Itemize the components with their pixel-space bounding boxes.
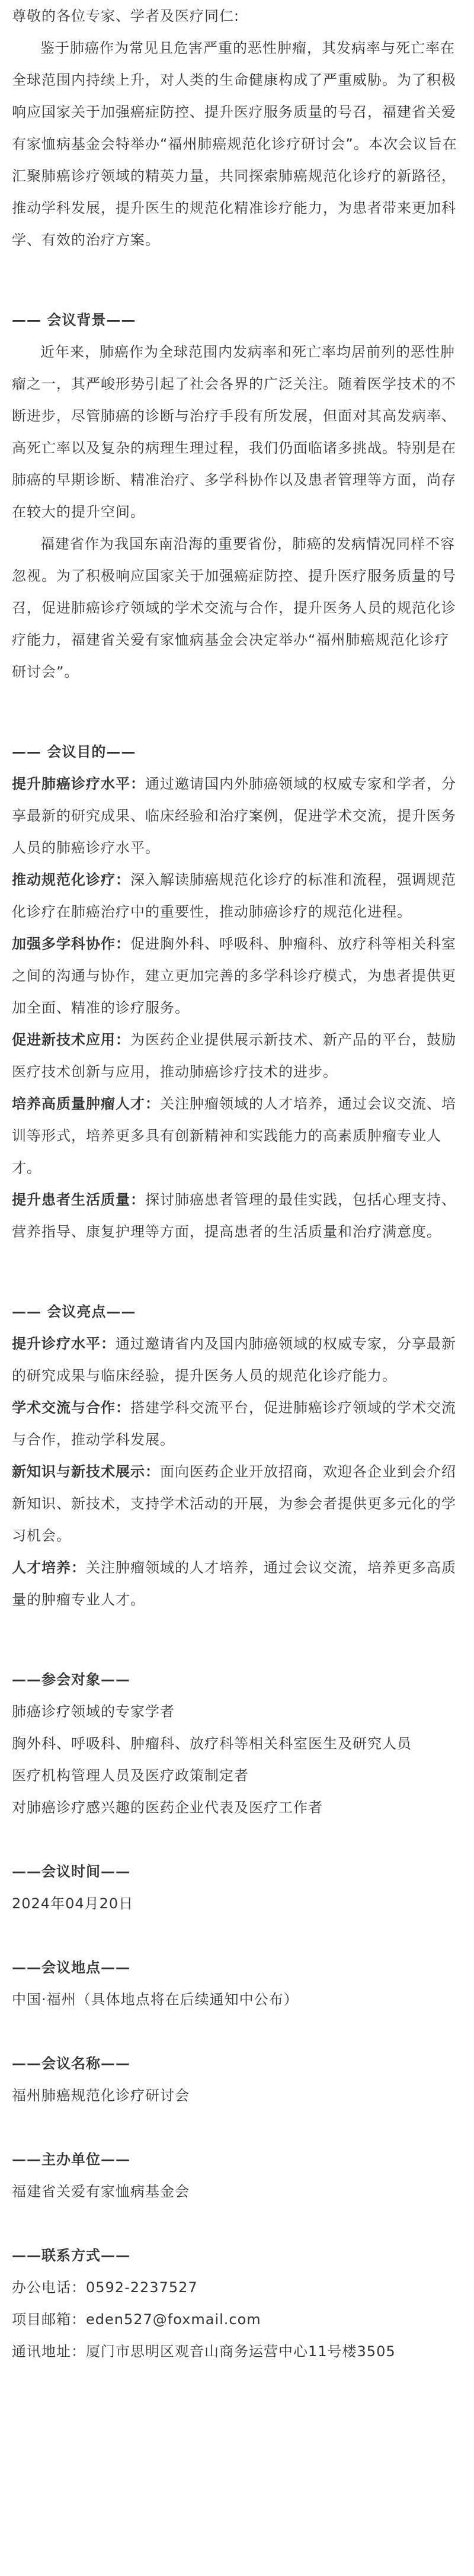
purpose-term: 推动规范化诊疗： <box>12 872 130 888</box>
purpose-text: 为医药企业提供展示新技术、新产品的平台，鼓励医疗技术创新与应用，推动肺癌诊疗技术的进步。 <box>12 1031 456 1080</box>
contact-heading: ——联系方式—— <box>12 2247 130 2264</box>
background-paragraph-1: 近年来，肺癌作为全球范围内发病率和死亡率均居前列的恶性肿瘤之一，其严峻形势引起了社会各界的广泛关注。随着医学技术的不断进步，尽管肺癌的诊断与治疗手段有所发展，但面对其高发病率、高死亡率以及复杂的病理生理过程，我们仍面临诸多挑战。特别是在肺癌的早期诊断、精准治疗、多学科协作以及患者管理等方面，尚存在较大的提升空间。 <box>12 344 456 520</box>
purpose-term: 促进新技术应用： <box>12 1031 130 1048</box>
purpose-text: 通过邀请国内外肺癌领域的权威专家和学者，分享最新的研究成果、临床经验和治疗案例，促进学术交流，提升医务人员的肺癌诊疗水平。 <box>12 776 456 856</box>
highlight-text: 面向医药企业开放招商，欢迎各企业到会介绍新知识、新技术，支持学术活动的开展，为参会者提供更多元化的学习机会。 <box>12 1463 456 1544</box>
purpose-item <box>12 864 463 928</box>
meeting-name-heading: ——会议名称—— <box>12 2055 130 2072</box>
highlight-item <box>12 1456 463 1552</box>
purpose-text: 关注肿瘤领域的人才培养，通过会议交流、培训等形式，培养更多具有创新精神和实践能力的高素质肿瘤专业人才。 <box>12 1095 456 1176</box>
background-paragraph-2: 福建省作为我国东南沿海的重要省份，肺癌的发病情况同样不容忽视。为了积极响应国家关于加强癌症防控、提升医疗服务质量的号召，促进肺癌诊疗领域的学术交流与合作，提升医务人员的规范化诊疗能力，福建省关爱有家恤病基金会决定举办“福州肺癌规范化诊疗研讨会”。 <box>12 536 456 680</box>
location-heading: ——会议地点—— <box>12 1959 130 1976</box>
purpose-item <box>12 1024 463 1088</box>
time-value: 2024年04月20日 <box>12 1895 134 1912</box>
attendee-item: 医疗机构管理人员及医疗政策制定者 <box>12 1767 249 1784</box>
highlight-term: 提升诊疗水平： <box>12 1335 116 1352</box>
purpose-text: 探讨肺癌患者管理的最佳实践，包括心理支持、营养指导、康复护理等方面，提高患者的生活质量和治疗满意度。 <box>12 1191 456 1240</box>
purpose-term: 培养高质量肿瘤人才： <box>12 1095 160 1112</box>
purpose-text: 促进胸外科、呼吸科、肿瘤科、放疗科等相关科室之间的沟通与协作，建立更加完善的多学科诊疗模式，为患者提供更加全面、精准的诊疗服务。 <box>12 935 456 1016</box>
intro-paragraph: 鉴于肺癌作为常见且危害严重的恶性肿瘤，其发病率与死亡率在全球范围内持续上升，对人类的生命健康构成了严重威胁。为了积极响应国家关于加强癌症防控、提升医疗服务质量的号召，福建省关爱有家恤病基金会特举办“福州肺癌规范化诊疗研讨会”。本次会议旨在汇聚肺癌诊疗领域的精英力量，共同探索肺癌规范化诊疗的新路径，推动学科发展，提升医生的规范化精准诊疗能力，为患者带来更加科学、有效的治疗方案。 <box>12 40 457 248</box>
highlight-text: 搭建学科交流平台，促进肺癌诊疗领域的学术交流与合作，推动学科发展。 <box>12 1399 456 1448</box>
attendee-item: 胸外科、呼吸科、肿瘤科、放疗科等相关科室医生及研究人员 <box>12 1735 412 1752</box>
organizer-heading: ——主办单位—— <box>12 2151 130 2168</box>
highlights-heading: —— 会议亮点—— <box>12 1303 136 1320</box>
location-value: 中国·福州（具体地点将在后续通知中公布） <box>12 1991 299 2008</box>
meeting-name-value: 福州肺癌规范化诊疗研讨会 <box>12 2087 190 2104</box>
highlight-term: 新知识与新技术展示： <box>12 1463 160 1480</box>
highlight-term: 学术交流与合作： <box>12 1399 130 1416</box>
purpose-item <box>12 928 463 1024</box>
contact-address: 通讯地址：厦门市思明区观音山商务运营中心11号楼3505 <box>12 2343 396 2360</box>
attendee-item: 对肺癌诊疗感兴趣的医药企业代表及医疗工作者 <box>12 1799 323 1816</box>
contact-phone: 办公电话：0592-2237527 <box>12 2279 198 2296</box>
purpose-item <box>12 1088 463 1184</box>
contact-email: 项目邮箱：eden527@foxmail.com <box>12 2311 261 2328</box>
highlight-item <box>12 1552 463 1616</box>
greeting: 尊敬的各位专家、学者及医疗同仁: <box>12 8 240 24</box>
organizer-value: 福建省关爱有家恤病基金会 <box>12 2183 190 2200</box>
purpose-term: 提升肺癌诊疗水平： <box>12 776 145 792</box>
highlight-text: 关注肿瘤领域的人才培养，通过会议交流，培养更多高质量的肿瘤专业人才。 <box>12 1559 456 1608</box>
highlight-term: 人才培养： <box>12 1559 86 1576</box>
purpose-text: 深入解读肺癌规范化诊疗的标准和流程，强调规范化诊疗在肺癌治疗中的重要性，推动肺癌诊疗的规范化进程。 <box>12 872 456 920</box>
highlight-item <box>12 1392 463 1456</box>
attendee-item: 肺癌诊疗领域的专家学者 <box>12 1703 175 1720</box>
purpose-heading: —— 会议目的—— <box>12 744 136 760</box>
background-heading: —— 会议背景—— <box>12 312 136 328</box>
purpose-item <box>12 768 463 864</box>
purpose-item <box>12 1184 463 1248</box>
highlight-item <box>12 1328 463 1392</box>
purpose-term: 加强多学科协作： <box>12 935 130 952</box>
attendees-heading: ——参会对象—— <box>12 1671 130 1688</box>
highlight-text: 通过邀请省内及国内肺癌领域的权威专家，分享最新的研究成果与临床经验，提升医务人员的规范化诊疗能力。 <box>12 1335 456 1384</box>
purpose-term: 提升患者生活质量： <box>12 1191 145 1208</box>
time-heading: ——会议时间—— <box>12 1863 130 1880</box>
